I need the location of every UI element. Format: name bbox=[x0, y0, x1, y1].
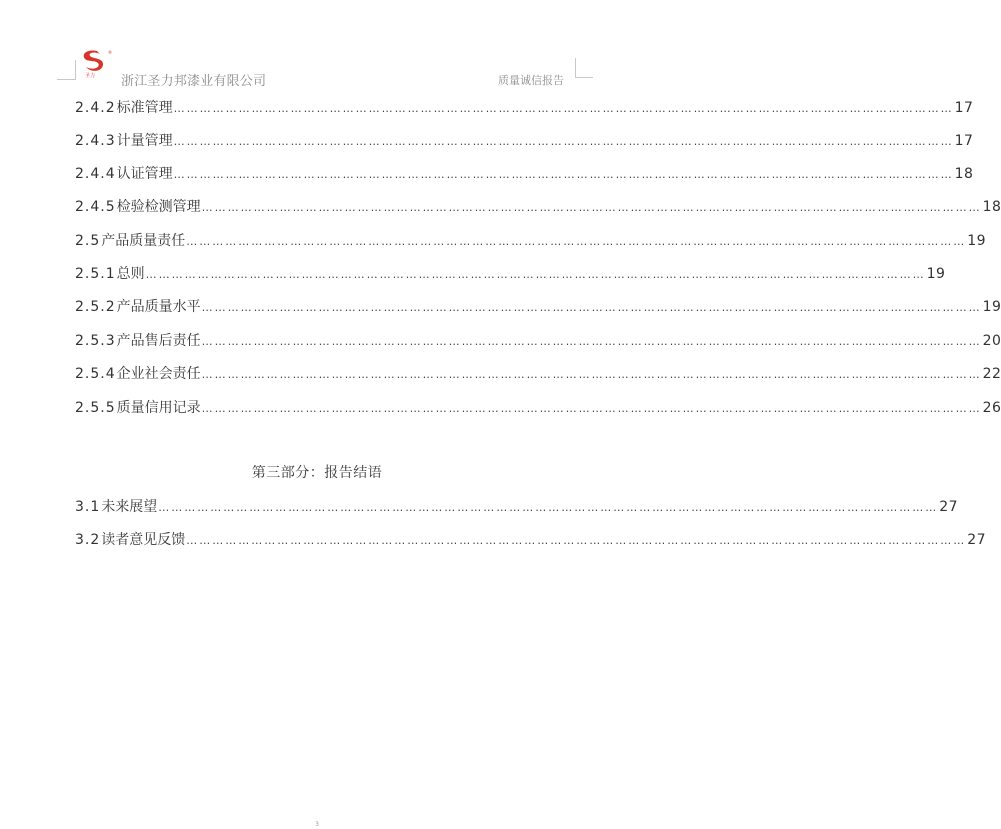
toc-number: 2.5.2 bbox=[75, 299, 116, 315]
toc-page-number: 18 bbox=[982, 199, 1001, 215]
toc-title: 检验检测管理 bbox=[116, 199, 201, 215]
crop-mark-left-horizontal bbox=[57, 79, 76, 80]
toc-title: 质量信用记录 bbox=[116, 400, 201, 416]
crop-mark-right-horizontal bbox=[575, 77, 593, 78]
toc-page-number: 26 bbox=[982, 400, 1001, 416]
toc-row[interactable] bbox=[75, 330, 1001, 350]
toc-page-number: 18 bbox=[954, 166, 974, 182]
toc-page-number: 27 bbox=[967, 532, 987, 548]
toc-number: 2.4.3 bbox=[75, 133, 116, 149]
company-name: 浙江圣力邦漆业有限公司 bbox=[121, 74, 267, 89]
logo-registered-mark: ® bbox=[108, 50, 112, 55]
toc-leader-dots: ……………………………………………………………………………………………………………………………………………………………… bbox=[201, 402, 982, 415]
toc-row[interactable] bbox=[75, 363, 1001, 383]
toc-leader-dots: ……………………………………………………………………………………………………………………………………………………………… bbox=[158, 501, 939, 514]
toc-number: 2.4.2 bbox=[75, 100, 116, 116]
toc-row[interactable] bbox=[75, 496, 959, 516]
toc-row[interactable] bbox=[75, 263, 946, 283]
toc-page-number: 20 bbox=[982, 333, 1001, 349]
toc-number: 2.5.4 bbox=[75, 366, 116, 382]
toc-leader-dots: ……………………………………………………………………………………………………………………………………………………………… bbox=[186, 235, 967, 248]
toc-title: 产品质量水平 bbox=[116, 299, 201, 315]
company-logo-icon bbox=[77, 48, 111, 78]
toc-number: 3.1 bbox=[75, 499, 101, 515]
toc-title: 总则 bbox=[116, 266, 145, 282]
toc-leader-dots: ……………………………………………………………………………………………………………………………………………………………… bbox=[186, 534, 967, 547]
crop-mark-right-vertical bbox=[575, 58, 576, 78]
toc-title: 产品售后责任 bbox=[116, 333, 201, 349]
toc-number: 2.5 bbox=[75, 233, 101, 249]
toc-row[interactable] bbox=[75, 163, 974, 183]
toc-number: 2.5.3 bbox=[75, 333, 116, 349]
toc-page-number: 19 bbox=[967, 233, 987, 249]
toc-number: 3.2 bbox=[75, 532, 101, 548]
toc-row[interactable] bbox=[75, 130, 974, 150]
toc-page-number: 22 bbox=[982, 366, 1001, 382]
toc-page-number: 17 bbox=[954, 133, 974, 149]
toc-leader-dots: ……………………………………………………………………………………………………………………………………………………………… bbox=[201, 335, 982, 348]
toc-number: 2.5.5 bbox=[75, 400, 116, 416]
report-title: 质量诚信报告 bbox=[498, 74, 564, 87]
toc-page-number: 27 bbox=[939, 499, 959, 515]
toc-row[interactable] bbox=[75, 296, 1001, 316]
toc-title: 标准管理 bbox=[116, 100, 173, 116]
toc-number: 2.5.1 bbox=[75, 266, 116, 282]
toc-row[interactable] bbox=[75, 397, 1001, 417]
toc-row[interactable] bbox=[75, 196, 1001, 216]
toc-title: 读者意见反馈 bbox=[101, 532, 186, 548]
toc-title: 认证管理 bbox=[116, 166, 173, 182]
toc-page-number: 19 bbox=[982, 299, 1001, 315]
toc-title: 未来展望 bbox=[101, 499, 158, 515]
toc-leader-dots: ……………………………………………………………………………………………………………………………………………………………… bbox=[201, 301, 982, 314]
toc-leader-dots: ……………………………………………………………………………………………………………………………………………………………… bbox=[145, 268, 926, 281]
toc-number: 2.4.4 bbox=[75, 166, 116, 182]
toc-leader-dots: ……………………………………………………………………………………………………………………………………………………………… bbox=[173, 168, 954, 181]
toc-leader-dots: ……………………………………………………………………………………………………………………………………………………………… bbox=[201, 368, 982, 381]
toc-title: 计量管理 bbox=[116, 133, 173, 149]
toc-leader-dots: ……………………………………………………………………………………………………………………………………………………………… bbox=[201, 201, 982, 214]
toc-page-number: 19 bbox=[926, 266, 946, 282]
toc-row[interactable] bbox=[75, 230, 987, 250]
toc-title: 产品质量责任 bbox=[101, 233, 186, 249]
section-heading: 第三部分：报告结语 bbox=[251, 465, 383, 481]
toc-row[interactable] bbox=[75, 529, 987, 549]
toc-page-number: 17 bbox=[954, 100, 974, 116]
toc-leader-dots: ……………………………………………………………………………………………………………………………………………………………… bbox=[173, 135, 954, 148]
toc-number: 2.4.5 bbox=[75, 199, 116, 215]
page-number: 3 bbox=[315, 821, 319, 828]
toc-title: 企业社会责任 bbox=[116, 366, 201, 382]
logo-text: 圣力 bbox=[85, 73, 96, 79]
toc-row[interactable] bbox=[75, 97, 974, 117]
page-header bbox=[0, 0, 634, 100]
toc-leader-dots: ……………………………………………………………………………………………………………………………………………………………… bbox=[173, 102, 954, 115]
crop-mark-left-vertical bbox=[75, 60, 76, 80]
